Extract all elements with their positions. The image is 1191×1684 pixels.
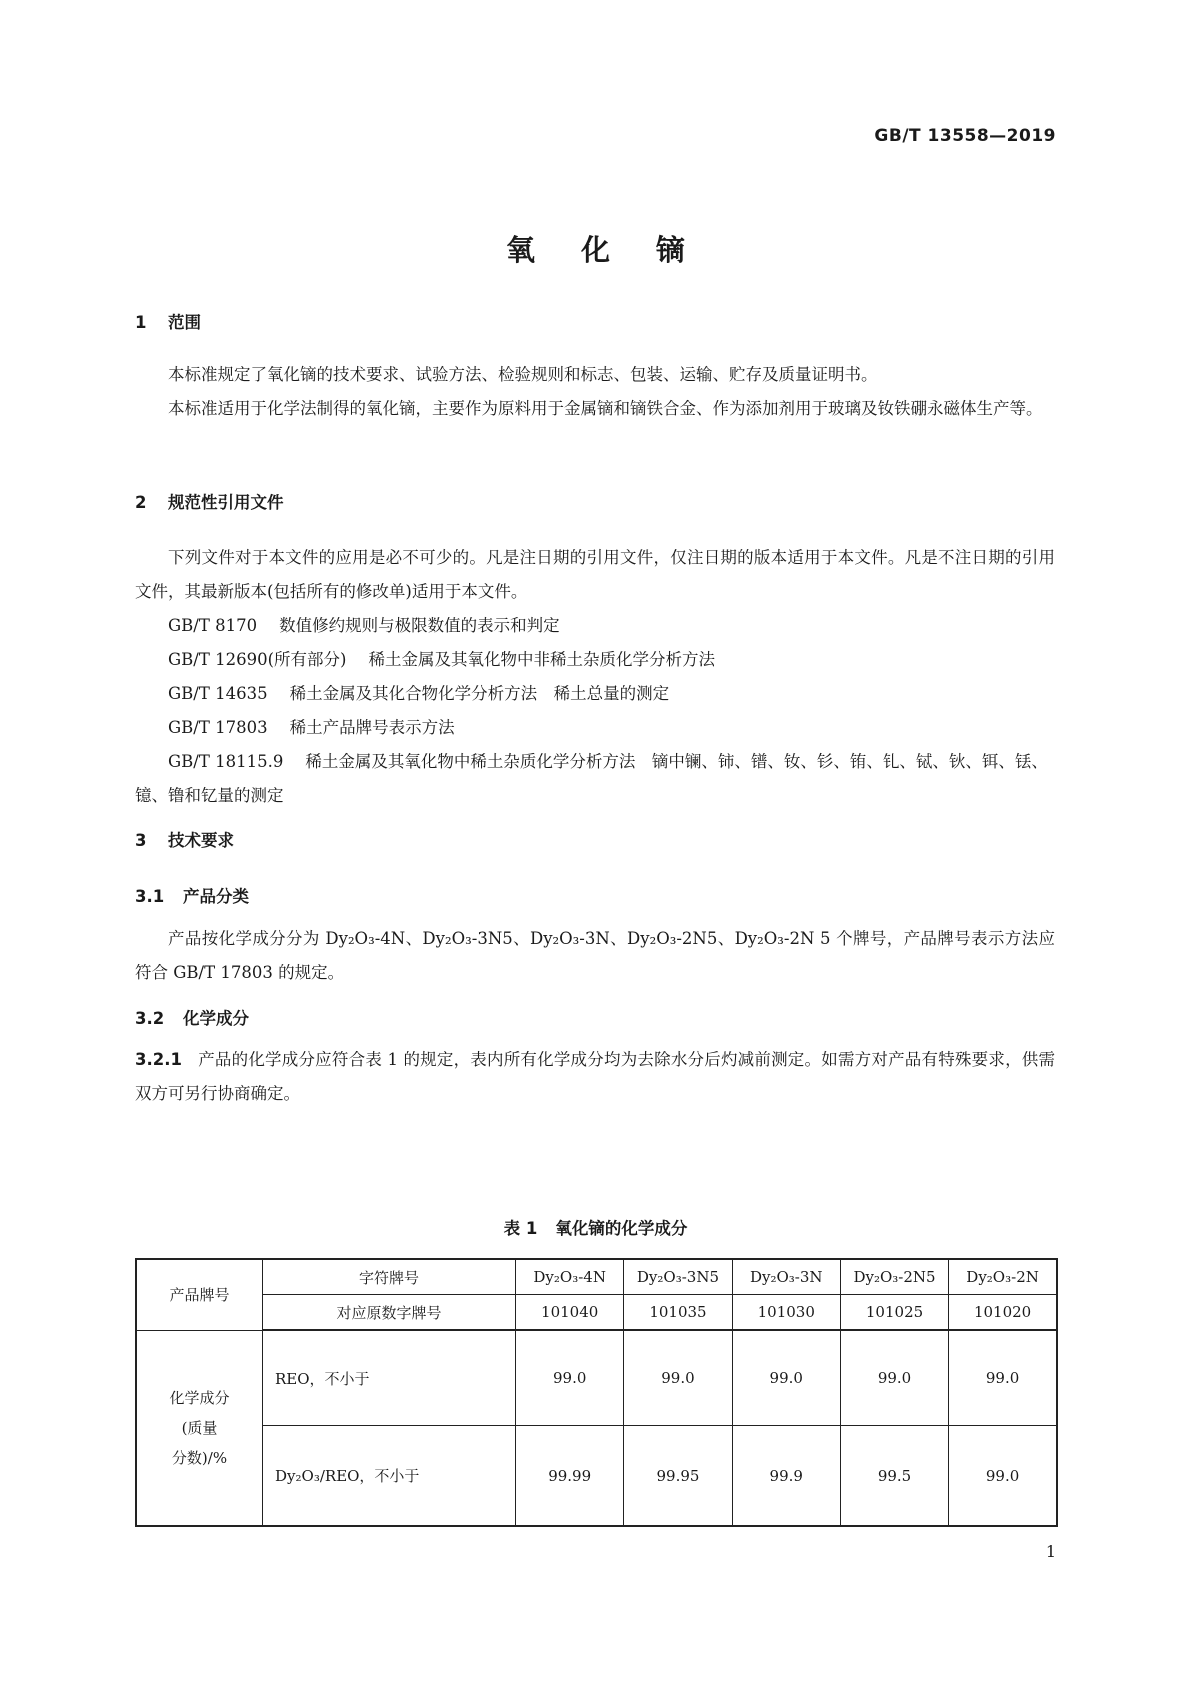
grade-cell: Dy₂O₃-3N (732, 1259, 840, 1295)
grade-list: Dy₂O₃-4N、Dy₂O₃-3N5、Dy₂O₃-3N、Dy₂O₃-2N5、Dy₂O₃-2N (325, 929, 815, 948)
reference-item (135, 609, 1055, 643)
reference-item (135, 745, 1055, 813)
section-3-1-heading (135, 883, 249, 907)
numeric-grade-cell: 101025 (840, 1295, 948, 1331)
symbol-grade-label: 字符牌号 (263, 1259, 516, 1295)
section-title: 技术要求 (168, 831, 234, 850)
numeric-grade-cell: 101030 (732, 1295, 840, 1331)
reference-code: GB/T 17803 (168, 718, 268, 737)
numeric-grade-cell: 101040 (516, 1295, 624, 1331)
clause-number: 3.2.1 (135, 1050, 182, 1069)
text: 5 个牌号，产品牌号表示方法应符合 GB/T 17803 的规定。 (135, 929, 1055, 982)
paragraph: 本标准适用于化学法制得的氧化镝，主要作为原料用于金属镝和镝铁合金、作为添加剂用于玻璃及钕铁硼永磁体生产等。 (168, 399, 1043, 418)
reference-title: 稀土金属及其化合物化学分析方法 稀土总量的测定 (289, 684, 670, 703)
standard-code: GB/T 13558—2019 (874, 126, 1056, 146)
section-2-intro (135, 541, 1055, 609)
text: 产品按化学成分分为 (168, 929, 326, 948)
paragraph: 本标准规定了氧化镝的技术要求、试验方法、检验规则和标志、包装、运输、贮存及质量证明书。 (168, 365, 878, 384)
reference-code: GB/T 18115.9 (168, 752, 284, 771)
value-cell: 99.0 (732, 1330, 840, 1426)
table-row (136, 1426, 1057, 1527)
reference-title: 数值修约规则与极限数值的表示和判定 (279, 616, 560, 635)
numeric-grade-label: 对应原数字牌号 (263, 1295, 516, 1331)
reference-list (135, 609, 1055, 813)
product-grade-label: 产品牌号 (136, 1259, 263, 1330)
grade-cell: Dy₂O₃-3N5 (624, 1259, 732, 1295)
label-line: (质量 (181, 1418, 218, 1437)
value-cell: 99.0 (624, 1330, 732, 1426)
reference-code: GB/T 12690(所有部分) (168, 650, 347, 669)
paragraph: 下列文件对于本文件的应用是必不可少的。凡是注日期的引用文件，仅注日期的版本适用于本文件。凡是不注日期的引用文件，其最新版本(包括所有的修改单)适用于本文件。 (135, 548, 1055, 601)
reference-code: GB/T 8170 (168, 616, 258, 635)
value-cell: 99.0 (840, 1330, 948, 1426)
grade-cell: Dy₂O₃-2N5 (840, 1259, 948, 1295)
page-number: 1 (1045, 1542, 1056, 1561)
reference-title: 稀土金属及其氧化物中稀土杂质化学分析方法 镝中镧、铈、镨、钕、钐、铕、钆、铽、钬、铒、铥、镱、镥和钇量的测定 (135, 752, 1048, 805)
paragraph (135, 922, 1055, 990)
paragraph (135, 1043, 1055, 1111)
section-3-1-body (135, 922, 1055, 990)
reference-title: 稀土产品牌号表示方法 (289, 718, 455, 737)
section-1-body (135, 358, 1055, 426)
value-cell: 99.0 (949, 1330, 1057, 1426)
value-cell: 99.99 (516, 1426, 624, 1527)
table-caption (0, 1215, 1191, 1239)
section-3-2-1-body (135, 1043, 1055, 1111)
row-label: Dy₂O₃/REO，不小于 (263, 1426, 516, 1527)
section-number: 2 (135, 493, 147, 512)
clause-text: 产品的化学成分应符合表 1 的规定，表内所有化学成分均为去除水分后灼减前测定。如需方对产品有特殊要求，供需双方可另行协商确定。 (135, 1050, 1055, 1103)
reference-title: 稀土金属及其氧化物中非稀土杂质化学分析方法 (368, 650, 715, 669)
table-header-row (136, 1295, 1057, 1331)
section-2-heading (135, 489, 284, 513)
table-title: 氧化镝的化学成分 (555, 1219, 688, 1238)
value-cell: 99.95 (624, 1426, 732, 1527)
label-line: 化学成分 (169, 1388, 230, 1407)
row-label: REO，不小于 (263, 1330, 516, 1426)
reference-item (135, 643, 1055, 677)
grade-cell: Dy₂O₃-4N (516, 1259, 624, 1295)
numeric-grade-cell: 101020 (949, 1295, 1057, 1331)
value-cell: 99.0 (516, 1330, 624, 1426)
label-line: 分数)/% (171, 1448, 228, 1467)
value-cell: 99.5 (840, 1426, 948, 1527)
document-title: 氧化镝 (505, 233, 731, 267)
grade-cell: Dy₂O₃-2N (949, 1259, 1057, 1295)
value-cell: 99.0 (949, 1426, 1057, 1527)
section-number: 3 (135, 831, 147, 850)
section-number: 1 (135, 313, 147, 332)
numeric-grade-cell: 101035 (624, 1295, 732, 1331)
section-3-heading (135, 827, 234, 851)
section-1-heading (135, 309, 201, 333)
section-title: 范围 (168, 313, 201, 332)
table-row (136, 1330, 1057, 1426)
section-3-2-heading (135, 1005, 249, 1029)
composition-table (135, 1258, 1058, 1527)
section-title: 化学成分 (183, 1009, 249, 1028)
reference-code: GB/T 14635 (168, 684, 268, 703)
section-number: 3.1 (135, 887, 165, 906)
section-title: 产品分类 (183, 887, 249, 906)
section-number: 3.2 (135, 1009, 165, 1028)
table-number: 表 1 (503, 1219, 538, 1238)
section-title: 规范性引用文件 (168, 493, 284, 512)
reference-item (135, 677, 1055, 711)
table-header-row (136, 1259, 1057, 1295)
value-cell: 99.9 (732, 1426, 840, 1527)
reference-item (135, 711, 1055, 745)
composition-label (136, 1330, 263, 1526)
